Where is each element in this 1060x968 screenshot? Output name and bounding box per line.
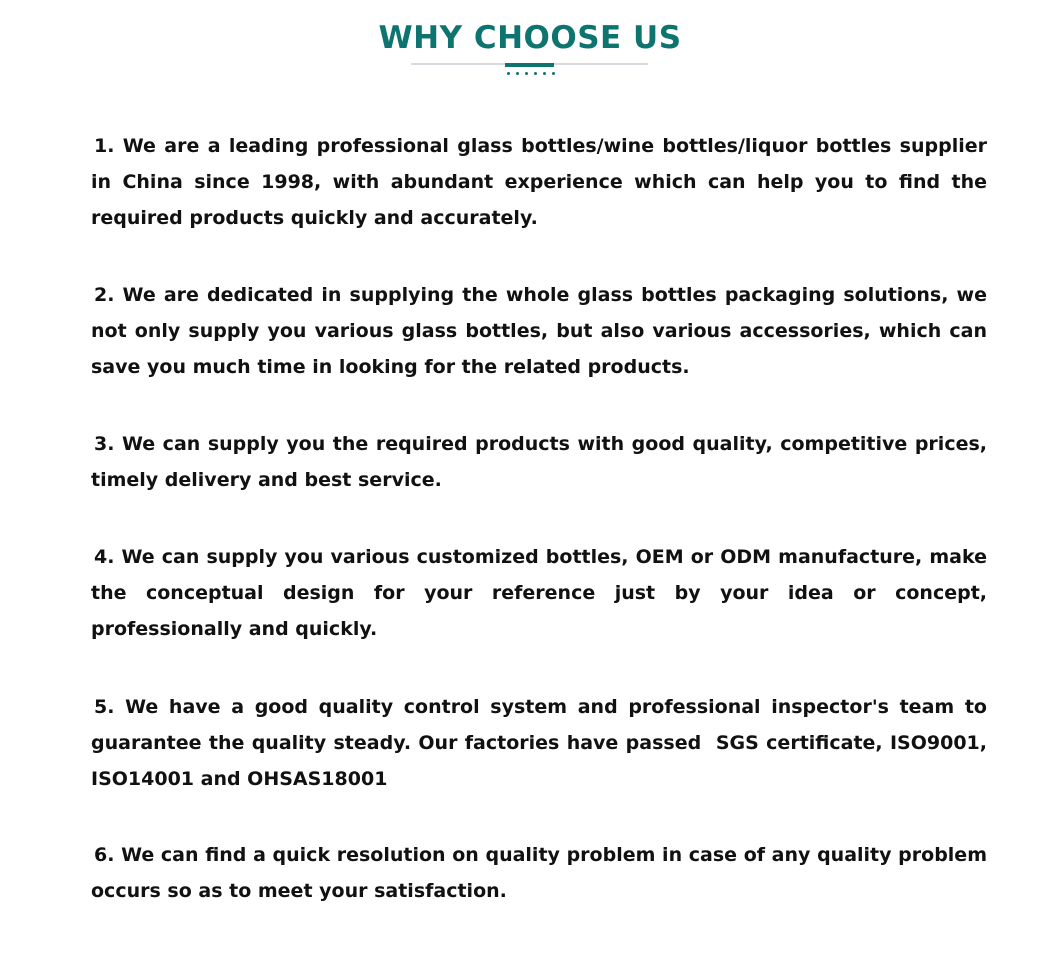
reason-item-2: 2. We are dedicated in supplying the whole glass bottles packaging solutions, we not only supply you various glass bottles, but also various accessories, which can save you much time in looking for the related products. xyxy=(91,284,994,378)
title-dots-ornament xyxy=(507,72,555,76)
section-title: WHY CHOOSE US xyxy=(378,20,682,56)
reason-item-4: 4. We can supply you various customized bottles, OEM or ODM manufacture, make the conceptual design for your reference just by your idea or concept, professionally and quickly. xyxy=(91,546,994,640)
reason-item-5: 5. We have a good quality control system and professional inspector's team to guarantee the quality steady. Our factories have passed SGS certificate, ISO9001, ISO14001 and OHSAS18001 xyxy=(91,696,994,790)
reason-item-6: 6. We can find a quick resolution on quality problem in case of any quality problem occurs so as to meet your satisfaction. xyxy=(91,844,994,902)
reason-item-1: 1. We are a leading professional glass bottles/wine bottles/liquor bottles supplier in China since 1998, with abundant experience which can help you to find the required products quickly and accurately. xyxy=(91,135,994,229)
title-divider-accent xyxy=(505,63,554,67)
reason-item-3: 3. We can supply you the required products with good quality, competitive prices, timely delivery and best service. xyxy=(91,433,994,491)
